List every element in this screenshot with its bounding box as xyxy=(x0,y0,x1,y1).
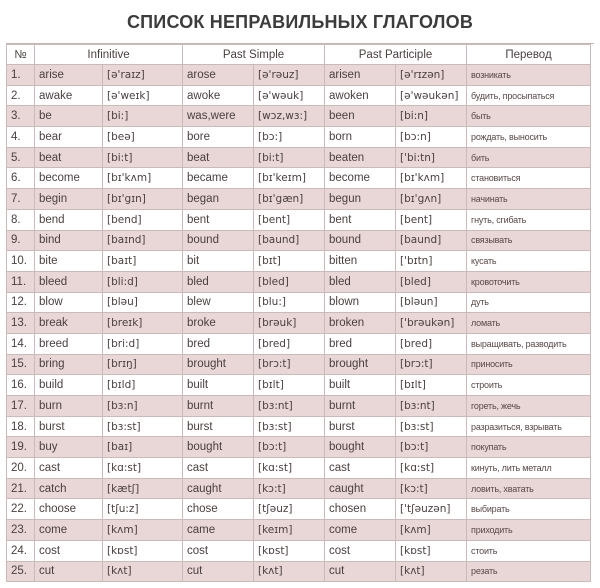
table-row xyxy=(7,561,591,582)
translation-cell: приносить xyxy=(467,354,591,375)
past-participle-transcription-cell: [bɜ:nt] xyxy=(396,396,467,417)
past-participle-cell: arisen xyxy=(325,65,396,86)
translation-cell: гореть, жечь xyxy=(467,396,591,417)
table-row xyxy=(7,333,591,354)
translation-cell: приходить xyxy=(467,520,591,541)
row-number-cell: 9. xyxy=(7,230,35,251)
row-number-cell: 15. xyxy=(7,354,35,375)
infinitive-cell: build xyxy=(35,375,103,396)
row-number-cell: 19. xyxy=(7,437,35,458)
table-row xyxy=(7,375,591,396)
page-title: СПИСОК НЕПРАВИЛЬНЫХ ГЛАГОЛОВ xyxy=(126,12,474,32)
past-simple-cell: burnt xyxy=(183,396,254,417)
infinitive-cell: catch xyxy=(35,478,103,499)
past-simple-cell: arose xyxy=(183,65,254,86)
row-number-cell: 21. xyxy=(7,478,35,499)
table-header-row xyxy=(7,45,591,65)
row-number-cell: 16. xyxy=(7,375,35,396)
table-row xyxy=(7,520,591,541)
irregular-verbs-table xyxy=(6,44,591,582)
table-body xyxy=(7,65,591,582)
past-simple-cell: bound xyxy=(183,230,254,251)
row-number-cell: 12. xyxy=(7,292,35,313)
past-participle-cell: cut xyxy=(325,561,396,582)
table-row xyxy=(7,189,591,210)
past-simple-transcription-cell: [bɔ:t] xyxy=(254,437,325,458)
past-participle-transcription-cell: [kɑ:st] xyxy=(396,458,467,479)
translation-cell: стоить xyxy=(467,540,591,561)
infinitive-cell: bite xyxy=(35,251,103,272)
past-participle-cell: bred xyxy=(325,333,396,354)
translation-cell: разразиться, взрывать xyxy=(467,416,591,437)
infinitive-transcription-cell: [bɜ:n] xyxy=(103,396,183,417)
past-simple-cell: became xyxy=(183,168,254,189)
past-simple-transcription-cell: [kɒst] xyxy=(254,540,325,561)
past-simple-cell: was,were xyxy=(183,106,254,127)
past-participle-transcription-cell: [kɔ:t] xyxy=(396,478,467,499)
past-participle-cell: bent xyxy=(325,209,396,230)
translation-cell: гнуть, сгибать xyxy=(467,209,591,230)
past-simple-transcription-cell: [ə'wəuk] xyxy=(254,85,325,106)
past-simple-cell: came xyxy=(183,520,254,541)
table-row xyxy=(7,147,591,168)
past-participle-transcription-cell: [ə'wəukən] xyxy=(396,85,467,106)
past-simple-transcription-cell: [ə'rəuz] xyxy=(254,65,325,86)
row-number-cell: 8. xyxy=(7,209,35,230)
row-number-cell: 3. xyxy=(7,106,35,127)
translation-cell: дуть xyxy=(467,292,591,313)
table-row xyxy=(7,478,591,499)
past-participle-cell: bled xyxy=(325,271,396,292)
past-simple-transcription-cell: [baund] xyxy=(254,230,325,251)
table-row xyxy=(7,540,591,561)
infinitive-transcription-cell: [beə] xyxy=(103,127,183,148)
past-simple-cell: chose xyxy=(183,499,254,520)
past-simple-cell: began xyxy=(183,189,254,210)
infinitive-transcription-cell: [brɪŋ] xyxy=(103,354,183,375)
past-simple-cell: built xyxy=(183,375,254,396)
past-simple-cell: cost xyxy=(183,540,254,561)
past-simple-cell: brought xyxy=(183,354,254,375)
past-simple-transcription-cell: [bred] xyxy=(254,333,325,354)
translation-cell: бить xyxy=(467,147,591,168)
translation-cell: начинать xyxy=(467,189,591,210)
past-participle-cell: burst xyxy=(325,416,396,437)
past-simple-cell: bore xyxy=(183,127,254,148)
past-participle-transcription-cell: [bent] xyxy=(396,209,467,230)
past-participle-cell: bought xyxy=(325,437,396,458)
infinitive-transcription-cell: [bɪ'kʌm] xyxy=(103,168,183,189)
infinitive-transcription-cell: [baɪ] xyxy=(103,437,183,458)
infinitive-transcription-cell: [bi:] xyxy=(103,106,183,127)
past-simple-transcription-cell: [bɔ:] xyxy=(254,127,325,148)
table-row xyxy=(7,416,591,437)
past-simple-cell: beat xyxy=(183,147,254,168)
past-participle-transcription-cell: ['bi:tn] xyxy=(396,147,467,168)
infinitive-transcription-cell: [kʌt] xyxy=(103,561,183,582)
infinitive-transcription-cell: [kɑ:st] xyxy=(103,458,183,479)
infinitive-cell: bend xyxy=(35,209,103,230)
table-row xyxy=(7,85,591,106)
row-number-cell: 4. xyxy=(7,127,35,148)
past-participle-cell: built xyxy=(325,375,396,396)
row-number-cell: 17. xyxy=(7,396,35,417)
translation-cell: будить, просыпаться xyxy=(467,85,591,106)
infinitive-cell: come xyxy=(35,520,103,541)
row-number-cell: 13. xyxy=(7,313,35,334)
past-participle-transcription-cell: [kʌt] xyxy=(396,561,467,582)
infinitive-transcription-cell: [bɪld] xyxy=(103,375,183,396)
header-past-participle: Past Participle xyxy=(325,45,467,65)
past-participle-cell: brought xyxy=(325,354,396,375)
infinitive-transcription-cell: [bɪ'gɪn] xyxy=(103,189,183,210)
infinitive-cell: breed xyxy=(35,333,103,354)
translation-cell: кусать xyxy=(467,251,591,272)
past-participle-cell: chosen xyxy=(325,499,396,520)
translation-cell: кровоточить xyxy=(467,271,591,292)
infinitive-transcription-cell: [tʃu:z] xyxy=(103,499,183,520)
table-row xyxy=(7,230,591,251)
past-participle-transcription-cell: [bɪ'kʌm] xyxy=(396,168,467,189)
translation-cell: ловить, хватать xyxy=(467,478,591,499)
past-participle-cell: begun xyxy=(325,189,396,210)
past-simple-transcription-cell: [kʌt] xyxy=(254,561,325,582)
table-row xyxy=(7,209,591,230)
infinitive-cell: beat xyxy=(35,147,103,168)
past-simple-cell: broke xyxy=(183,313,254,334)
past-participle-transcription-cell: [brɔ:t] xyxy=(396,354,467,375)
past-participle-cell: bitten xyxy=(325,251,396,272)
past-participle-transcription-cell: [bred] xyxy=(396,333,467,354)
past-simple-transcription-cell: [bled] xyxy=(254,271,325,292)
past-simple-transcription-cell: [wɔz,wɜ:] xyxy=(254,106,325,127)
infinitive-cell: begin xyxy=(35,189,103,210)
row-number-cell: 24. xyxy=(7,540,35,561)
row-number-cell: 7. xyxy=(7,189,35,210)
infinitive-transcription-cell: [bləu] xyxy=(103,292,183,313)
table-row xyxy=(7,313,591,334)
infinitive-cell: break xyxy=(35,313,103,334)
past-simple-cell: bought xyxy=(183,437,254,458)
past-participle-cell: bound xyxy=(325,230,396,251)
past-participle-cell: born xyxy=(325,127,396,148)
infinitive-cell: buy xyxy=(35,437,103,458)
infinitive-cell: burn xyxy=(35,396,103,417)
infinitive-cell: arise xyxy=(35,65,103,86)
past-simple-transcription-cell: [bent] xyxy=(254,209,325,230)
row-number-cell: 25. xyxy=(7,561,35,582)
row-number-cell: 14. xyxy=(7,333,35,354)
row-number-cell: 5. xyxy=(7,147,35,168)
row-number-cell: 22. xyxy=(7,499,35,520)
table-row xyxy=(7,65,591,86)
infinitive-transcription-cell: [breɪk] xyxy=(103,313,183,334)
past-participle-transcription-cell: [kʌm] xyxy=(396,520,467,541)
infinitive-transcription-cell: [baɪnd] xyxy=(103,230,183,251)
translation-cell: резать xyxy=(467,561,591,582)
infinitive-cell: be xyxy=(35,106,103,127)
infinitive-cell: burst xyxy=(35,416,103,437)
infinitive-cell: bear xyxy=(35,127,103,148)
past-participle-transcription-cell: [bɪ'gʌn] xyxy=(396,189,467,210)
past-simple-transcription-cell: [bɪ'gæn] xyxy=(254,189,325,210)
row-number-cell: 23. xyxy=(7,520,35,541)
past-participle-transcription-cell: [bɔ:n] xyxy=(396,127,467,148)
past-simple-cell: burst xyxy=(183,416,254,437)
past-simple-cell: bit xyxy=(183,251,254,272)
translation-cell: рождать, выносить xyxy=(467,127,591,148)
past-participle-transcription-cell: [bɜ:st] xyxy=(396,416,467,437)
infinitive-cell: cast xyxy=(35,458,103,479)
infinitive-transcription-cell: [bli:d] xyxy=(103,271,183,292)
table-row xyxy=(7,499,591,520)
infinitive-cell: cut xyxy=(35,561,103,582)
infinitive-transcription-cell: [bi:t] xyxy=(103,147,183,168)
table-row xyxy=(7,458,591,479)
past-participle-transcription-cell: [bi:n] xyxy=(396,106,467,127)
past-simple-transcription-cell: [kɑ:st] xyxy=(254,458,325,479)
table-row xyxy=(7,168,591,189)
past-participle-transcription-cell: [ə'rɪzən] xyxy=(396,65,467,86)
translation-cell: становиться xyxy=(467,168,591,189)
infinitive-transcription-cell: [bri:d] xyxy=(103,333,183,354)
infinitive-cell: awake xyxy=(35,85,103,106)
past-simple-transcription-cell: [bɜ:nt] xyxy=(254,396,325,417)
translation-cell: покупать xyxy=(467,437,591,458)
infinitive-cell: bring xyxy=(35,354,103,375)
infinitive-cell: become xyxy=(35,168,103,189)
past-simple-transcription-cell: [bɪt] xyxy=(254,251,325,272)
translation-cell: ломать xyxy=(467,313,591,334)
row-number-cell: 18. xyxy=(7,416,35,437)
infinitive-transcription-cell: [baɪt] xyxy=(103,251,183,272)
past-participle-transcription-cell: [bɔ:t] xyxy=(396,437,467,458)
past-participle-transcription-cell: [bləun] xyxy=(396,292,467,313)
infinitive-transcription-cell: [bɜ:st] xyxy=(103,416,183,437)
translation-cell: выращивать, разводить xyxy=(467,333,591,354)
past-simple-transcription-cell: [bɜ:st] xyxy=(254,416,325,437)
past-simple-transcription-cell: [keɪm] xyxy=(254,520,325,541)
past-simple-transcription-cell: [brɔ:t] xyxy=(254,354,325,375)
translation-cell: строить xyxy=(467,375,591,396)
past-simple-cell: awoke xyxy=(183,85,254,106)
infinitive-transcription-cell: [kætʃ] xyxy=(103,478,183,499)
translation-cell: быть xyxy=(467,106,591,127)
row-number-cell: 11. xyxy=(7,271,35,292)
translation-cell: выбирать xyxy=(467,499,591,520)
infinitive-transcription-cell: [kʌm] xyxy=(103,520,183,541)
translation-cell: связывать xyxy=(467,230,591,251)
infinitive-cell: cost xyxy=(35,540,103,561)
past-simple-transcription-cell: [bɪlt] xyxy=(254,375,325,396)
past-simple-transcription-cell: [blu:] xyxy=(254,292,325,313)
table-row xyxy=(7,127,591,148)
table-row xyxy=(7,396,591,417)
past-simple-cell: blew xyxy=(183,292,254,313)
past-participle-transcription-cell: ['tʃəuzən] xyxy=(396,499,467,520)
past-participle-transcription-cell: [bɪlt] xyxy=(396,375,467,396)
past-participle-cell: cast xyxy=(325,458,396,479)
table-row xyxy=(7,251,591,272)
row-number-cell: 10. xyxy=(7,251,35,272)
past-participle-transcription-cell: [baund] xyxy=(396,230,467,251)
table-row xyxy=(7,437,591,458)
past-simple-transcription-cell: [bɪ'keɪm] xyxy=(254,168,325,189)
infinitive-transcription-cell: [ə'weɪk] xyxy=(103,85,183,106)
past-participle-transcription-cell: [bled] xyxy=(396,271,467,292)
header-num: № xyxy=(7,45,35,65)
translation-cell: кинуть, лить металл xyxy=(467,458,591,479)
infinitive-transcription-cell: [bend] xyxy=(103,209,183,230)
past-participle-cell: burnt xyxy=(325,396,396,417)
past-simple-cell: bent xyxy=(183,209,254,230)
table-row xyxy=(7,292,591,313)
past-participle-cell: blown xyxy=(325,292,396,313)
past-participle-cell: come xyxy=(325,520,396,541)
past-participle-transcription-cell: ['brəukən] xyxy=(396,313,467,334)
past-participle-cell: awoken xyxy=(325,85,396,106)
past-participle-cell: become xyxy=(325,168,396,189)
infinitive-cell: bleed xyxy=(35,271,103,292)
table-row xyxy=(7,271,591,292)
past-participle-cell: beaten xyxy=(325,147,396,168)
past-participle-cell: cost xyxy=(325,540,396,561)
past-participle-cell: been xyxy=(325,106,396,127)
infinitive-transcription-cell: [kɒst] xyxy=(103,540,183,561)
header-past-simple: Past Simple xyxy=(183,45,325,65)
header-infinitive: Infinitive xyxy=(35,45,183,65)
row-number-cell: 20. xyxy=(7,458,35,479)
past-simple-cell: bled xyxy=(183,271,254,292)
past-participle-cell: caught xyxy=(325,478,396,499)
translation-cell: возникать xyxy=(467,65,591,86)
past-simple-transcription-cell: [tʃəuz] xyxy=(254,499,325,520)
row-number-cell: 6. xyxy=(7,168,35,189)
row-number-cell: 1. xyxy=(7,65,35,86)
table-row xyxy=(7,354,591,375)
verbs-table-container xyxy=(6,43,594,588)
header-translation: Перевод xyxy=(467,45,591,65)
past-participle-transcription-cell: ['bɪtn] xyxy=(396,251,467,272)
past-participle-cell: broken xyxy=(325,313,396,334)
infinitive-cell: bind xyxy=(35,230,103,251)
row-number-cell: 2. xyxy=(7,85,35,106)
table-row xyxy=(7,106,591,127)
past-simple-cell: cut xyxy=(183,561,254,582)
infinitive-cell: blow xyxy=(35,292,103,313)
past-participle-transcription-cell: [kɒst] xyxy=(396,540,467,561)
past-simple-cell: cast xyxy=(183,458,254,479)
past-simple-cell: caught xyxy=(183,478,254,499)
past-simple-transcription-cell: [kɔ:t] xyxy=(254,478,325,499)
past-simple-transcription-cell: [brəuk] xyxy=(254,313,325,334)
infinitive-cell: choose xyxy=(35,499,103,520)
past-simple-cell: bred xyxy=(183,333,254,354)
past-simple-transcription-cell: [bi:t] xyxy=(254,147,325,168)
infinitive-transcription-cell: [ə'raɪz] xyxy=(103,65,183,86)
